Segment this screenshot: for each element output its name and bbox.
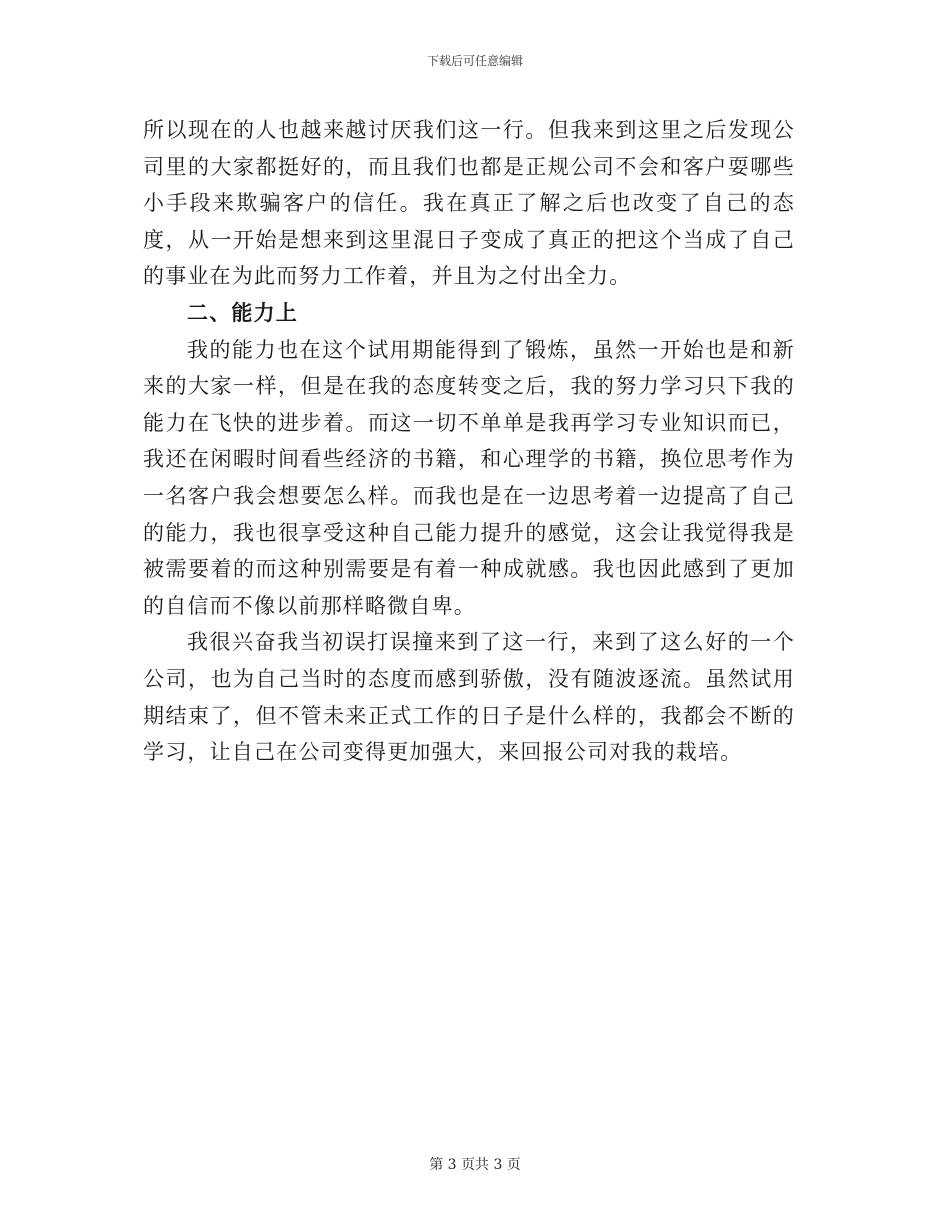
paragraph-closing: 我很兴奋我当初误打误撞来到了这一行，来到了这么好的一个公司，也为自己当时的态度而感到骄傲，没有随波逐流。虽然试用期结束了，但不管未来正式工作的日子是什么样的，我都会不断的学习，让自己在公司变得更加强大，来回报公司对我的栽培。	[143, 630, 795, 765]
page-number: 第 3 页共 3 页	[429, 1157, 521, 1173]
document-body	[143, 112, 795, 771]
section-heading: 二、能力上	[187, 299, 298, 325]
paragraph-continued: 所以现在的人也越来越讨厌我们这一行。但我来到这里之后发现公司里的大家都挺好的，而且我们也都是正规公司不会和客户耍哪些小手段来欺骗客户的信任。我在真正了解之后也改变了自己的态度，从一开始是想来到这里混日子变成了真正的把这个当成了自己的事业在为此而努力工作着，并且为之付出全力。	[143, 118, 795, 289]
paragraph-ability: 我的能力也在这个试用期能得到了锻炼，虽然一开始也是和新来的大家一样，但是在我的态度转变之后，我的努力学习只下我的能力在飞快的进步着。而这一切不单单是我再学习专业知识而已，我还在闲暇时间看些经济的书籍，和心理学的书籍，换位思考作为一名客户我会想要怎么样。而我也是在一边思考着一边提高了自己的能力，我也很享受这种自己能力提升的感觉，这会让我觉得我是被需要着的而这种别需要是有着一种成就感。我也因此感到了更加的自信而不像以前那样略微自卑。	[143, 337, 795, 618]
page-header-note: 下载后可任意编辑	[426, 54, 523, 68]
